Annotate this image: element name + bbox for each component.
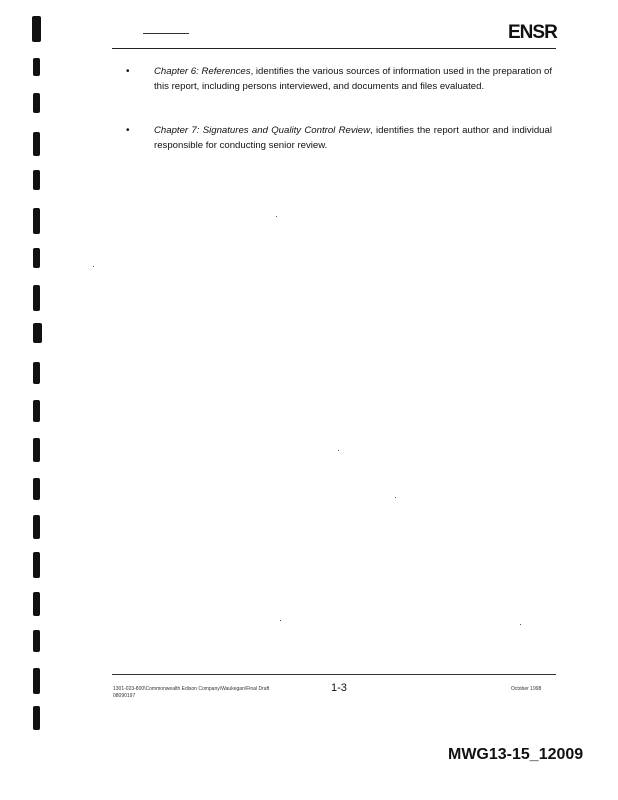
binder-punch-mark <box>33 592 40 616</box>
binder-punch-mark <box>33 323 42 343</box>
bullet-text <box>154 123 552 153</box>
footer-rule <box>112 674 556 675</box>
binder-punch-mark <box>33 58 40 76</box>
ensr-logo: ENSR <box>508 22 557 43</box>
binder-punch-mark <box>33 170 40 190</box>
chapter-title: Chapter 6: References <box>154 66 251 77</box>
header-rule <box>112 48 556 49</box>
scan-speck <box>280 620 281 621</box>
chapter-description: , identifies the report author and individual responsible for conducting senior review. <box>154 125 552 151</box>
scan-speck <box>520 624 521 625</box>
binder-punch-mark <box>33 285 40 311</box>
binder-punch-mark <box>33 552 40 578</box>
bullet-icon: • <box>126 125 130 136</box>
bullet-item <box>126 64 553 94</box>
chapter-description: , identifies the various sources of information used in the preparation of this report, including persons interviewed, and documents and files evaluated. <box>154 66 553 92</box>
page-number: 1-3 <box>331 682 347 694</box>
document-id: MWG13-15_12009 <box>448 746 584 763</box>
header-short-rule <box>143 33 189 34</box>
binder-punch-mark <box>33 208 40 234</box>
binder-punch-mark <box>33 400 40 422</box>
bullet-icon: • <box>126 66 130 77</box>
binder-punch-mark <box>33 706 40 730</box>
footer-path-line: 1301-023-800\Commonwealth Edison Company\Waukegan\Final Draft <box>113 686 270 692</box>
binder-punch-mark <box>33 362 40 384</box>
binder-punch-mark <box>33 93 40 113</box>
binder-punch-mark <box>32 16 41 42</box>
scan-speck <box>93 266 94 267</box>
bullet-text <box>154 64 552 94</box>
binder-punch-mark <box>33 248 40 268</box>
footer-date: October 1998 <box>511 686 542 692</box>
binder-punch-mark <box>33 438 40 462</box>
scan-speck <box>395 497 396 498</box>
footer-path-number: 08090197 <box>113 693 136 699</box>
chapter-title: Chapter 7: Signatures and Quality Control Review <box>154 125 371 136</box>
bullet-item <box>126 123 552 153</box>
binder-punch-mark <box>33 478 40 500</box>
binder-punch-mark <box>33 132 40 156</box>
scan-speck <box>276 216 277 217</box>
binder-punch-mark <box>33 630 40 652</box>
binder-punch-mark <box>33 515 40 539</box>
binder-punch-mark <box>33 668 40 694</box>
scan-speck <box>338 450 339 451</box>
footer-file-path <box>113 686 269 700</box>
